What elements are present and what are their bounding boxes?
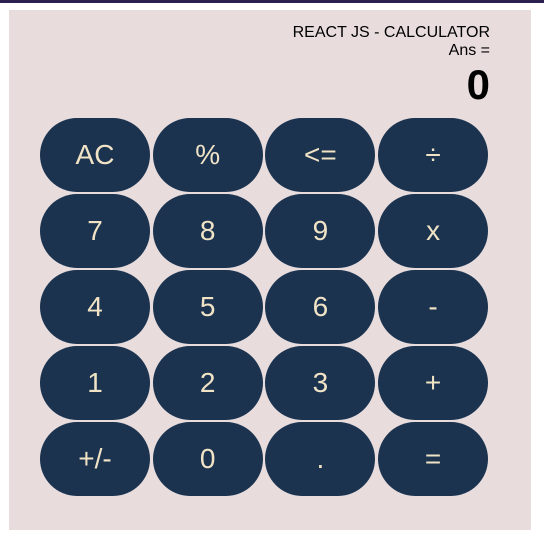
subtract-button[interactable]: - <box>378 270 488 344</box>
equals-button[interactable]: = <box>378 422 488 496</box>
result-value: 0 <box>466 61 490 108</box>
divide-button[interactable]: ÷ <box>378 118 488 192</box>
digit-6-button[interactable]: 6 <box>265 270 375 344</box>
digit-1-button[interactable]: 1 <box>40 346 150 420</box>
all-clear-button[interactable]: AC <box>40 118 150 192</box>
digit-9-button[interactable]: 9 <box>265 194 375 268</box>
window-top-border <box>0 0 544 3</box>
calculator-panel <box>9 10 531 530</box>
ans-label: Ans = <box>448 42 490 59</box>
decimal-point-button[interactable]: . <box>265 422 375 496</box>
multiply-button[interactable]: x <box>378 194 488 268</box>
calculator-display <box>293 24 490 109</box>
digit-8-button[interactable]: 8 <box>153 194 263 268</box>
digit-0-button[interactable]: 0 <box>153 422 263 496</box>
app-title: REACT JS - CALCULATOR <box>292 24 490 41</box>
backspace-button[interactable]: <= <box>265 118 375 192</box>
digit-7-button[interactable]: 7 <box>40 194 150 268</box>
digit-2-button[interactable]: 2 <box>153 346 263 420</box>
add-button[interactable]: + <box>378 346 488 420</box>
digit-5-button[interactable]: 5 <box>153 270 263 344</box>
toggle-sign-button[interactable]: +/- <box>40 422 150 496</box>
digit-3-button[interactable]: 3 <box>265 346 375 420</box>
digit-4-button[interactable]: 4 <box>40 270 150 344</box>
percent-button[interactable]: % <box>153 118 263 192</box>
keypad <box>40 118 488 496</box>
